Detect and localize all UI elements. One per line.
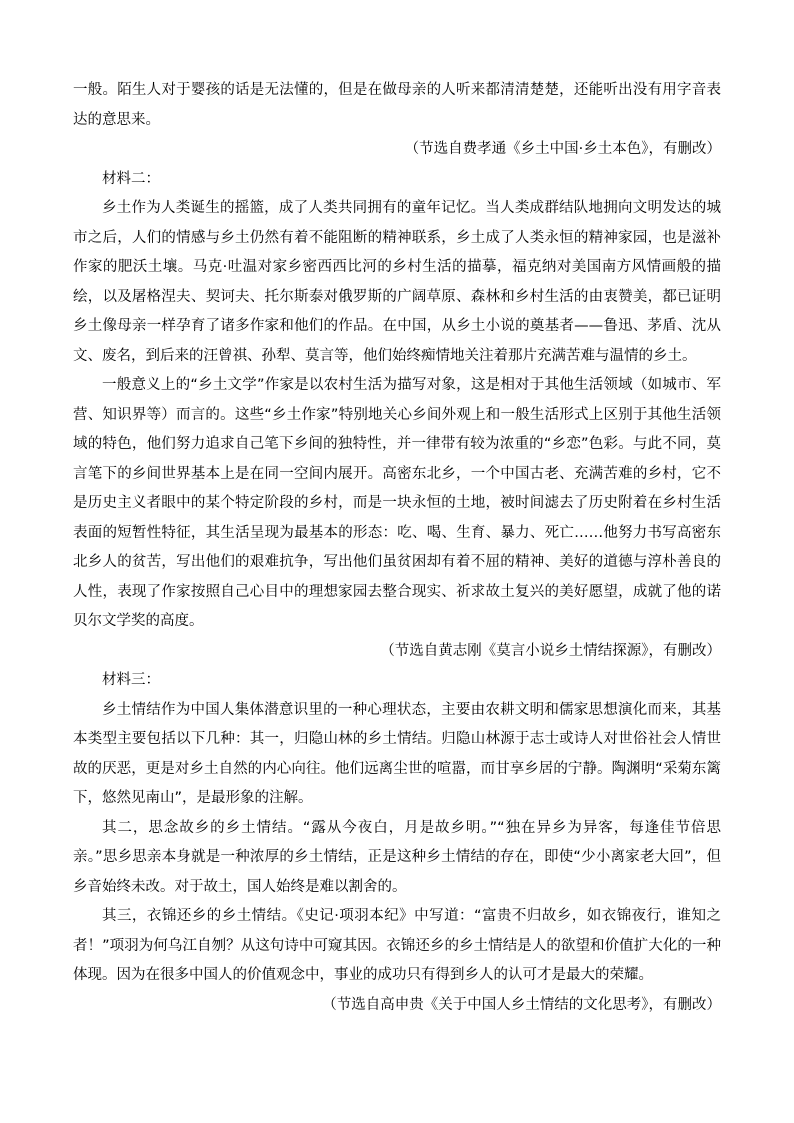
- paragraph-continuation: 一般。陌生人对于婴孩的话是无法懂的，但是在做母亲的人听来都清清楚楚，还能听出没有用字音表达的意思来。: [73, 82, 721, 128]
- paragraph-material-3-b: 其二，思念故乡的乡土情结。“露从今夜白，月是故乡明。”“独在异乡为异客，每逢佳节倍思亲。”思乡思亲本身就是一种浓厚的乡土情结，正是这种乡土情结的存在，即使“少小离家老大回”，但乡音始终未改。对于故土，国人始终是难以割舍的。: [73, 819, 721, 895]
- paragraph-material-2-b: 一般意义上的“乡土文学”作家是以农村生活为描写对象，这是相对于其他生活领域（如城市、军营、知识界等）而言的。这些“乡土作家”特别地关心乡间外观上和一般生活形式上区别于其他生活领域的特色，他们努力追求自己笔下乡间的独特性，并一律带有较为浓重的“乡恋”色彩。与此不同，莫言笔下的乡间世界基本上是在同一空间内展开。高密东北乡，一个中国古老、充满苦难的乡村，它不是历史主义者眼中的某个特定阶段的乡村，而是一块永恒的土地，被时间滤去了历史附着在乡村生活表面的短暂性特征，其生活呈现为最基本的形态：吃、喝、生育、暴力、死亡……他努力书写高密东北乡人的贫苦，写出他们的艰难抗争，写出他们虽贫困却有着不屈的精神、美好的道德与淳朴善良的人性，表现了作家按照自己心目中的理想家园去整合现实、祈求故土复兴的美好愿望，成就了他的诺贝尔文学奖的高度。: [73, 377, 721, 629]
- document-page: [73, 76, 721, 1020]
- source-citation-1: （节选自费孝通《乡土中国·乡土本色》，有删改）: [404, 141, 721, 157]
- paragraph-material-3-a: 乡土情结作为中国人集体潜意识里的一种心理状态，主要由农耕文明和儒家思想演化而来，其基本类型主要包括以下几种：其一，归隐山林的乡土情结。归隐山林源于志士或诗人对世俗社会人情世故的厌恶，更是对乡土自然的内心向往。他们远离尘世的喧嚣，而甘享乡居的宁静。陶渊明“采菊东篱下，悠然见南山”，是最形象的注解。: [73, 701, 721, 806]
- paragraph-material-3-c: 其三，衣锦还乡的乡土情结。《史记·项羽本纪》中写道：“富贵不归故乡，如衣锦夜行，谁知之者！”项羽为何乌江自刎？从这句诗中可窥其因。衣锦还乡的乡土情结是人的欲望和价值扩大化的一种体现。因为在很多中国人的价值观念中，事业的成功只有得到乡人的认可才是最大的荣耀。: [73, 908, 721, 983]
- source-citation-2: （节选自黄志刚《莫言小说乡土情结探源》，有删改）: [380, 642, 721, 659]
- paragraph-material-2-a: 乡土作为人类诞生的摇篮，成了人类共同拥有的童年记忆。当人类成群结队地拥向文明发达的城市之后，人们的情感与乡土仍然有着不能阻断的精神联系，乡土成了人类永恒的精神家园，也是滋补作家的肥沃土壤。马克·吐温对家乡密西西比河的乡村生活的描摹，福克纳对美国南方风情画般的描绘，以及屠格涅夫、契诃夫、托尔斯泰对俄罗斯的广阔草原、森林和乡村生活的由衷赞美，都已证明乡土像母亲一样孕育了诸多作家和他们的作品。在中国，从乡土小说的奠基者——鲁迅、茅盾、沈从文、废名，到后来的汪曾祺、孙犁、莫言等，他们始终痴情地关注着那片充满苦难与温情的乡土。: [73, 200, 721, 364]
- section-heading-material-2: 材料二：: [102, 170, 160, 187]
- source-citation-3: （节选自高申贵《关于中国人乡土情结的文化思考》，有删改）: [322, 996, 721, 1013]
- section-heading-material-3: 材料三：: [102, 672, 160, 688]
